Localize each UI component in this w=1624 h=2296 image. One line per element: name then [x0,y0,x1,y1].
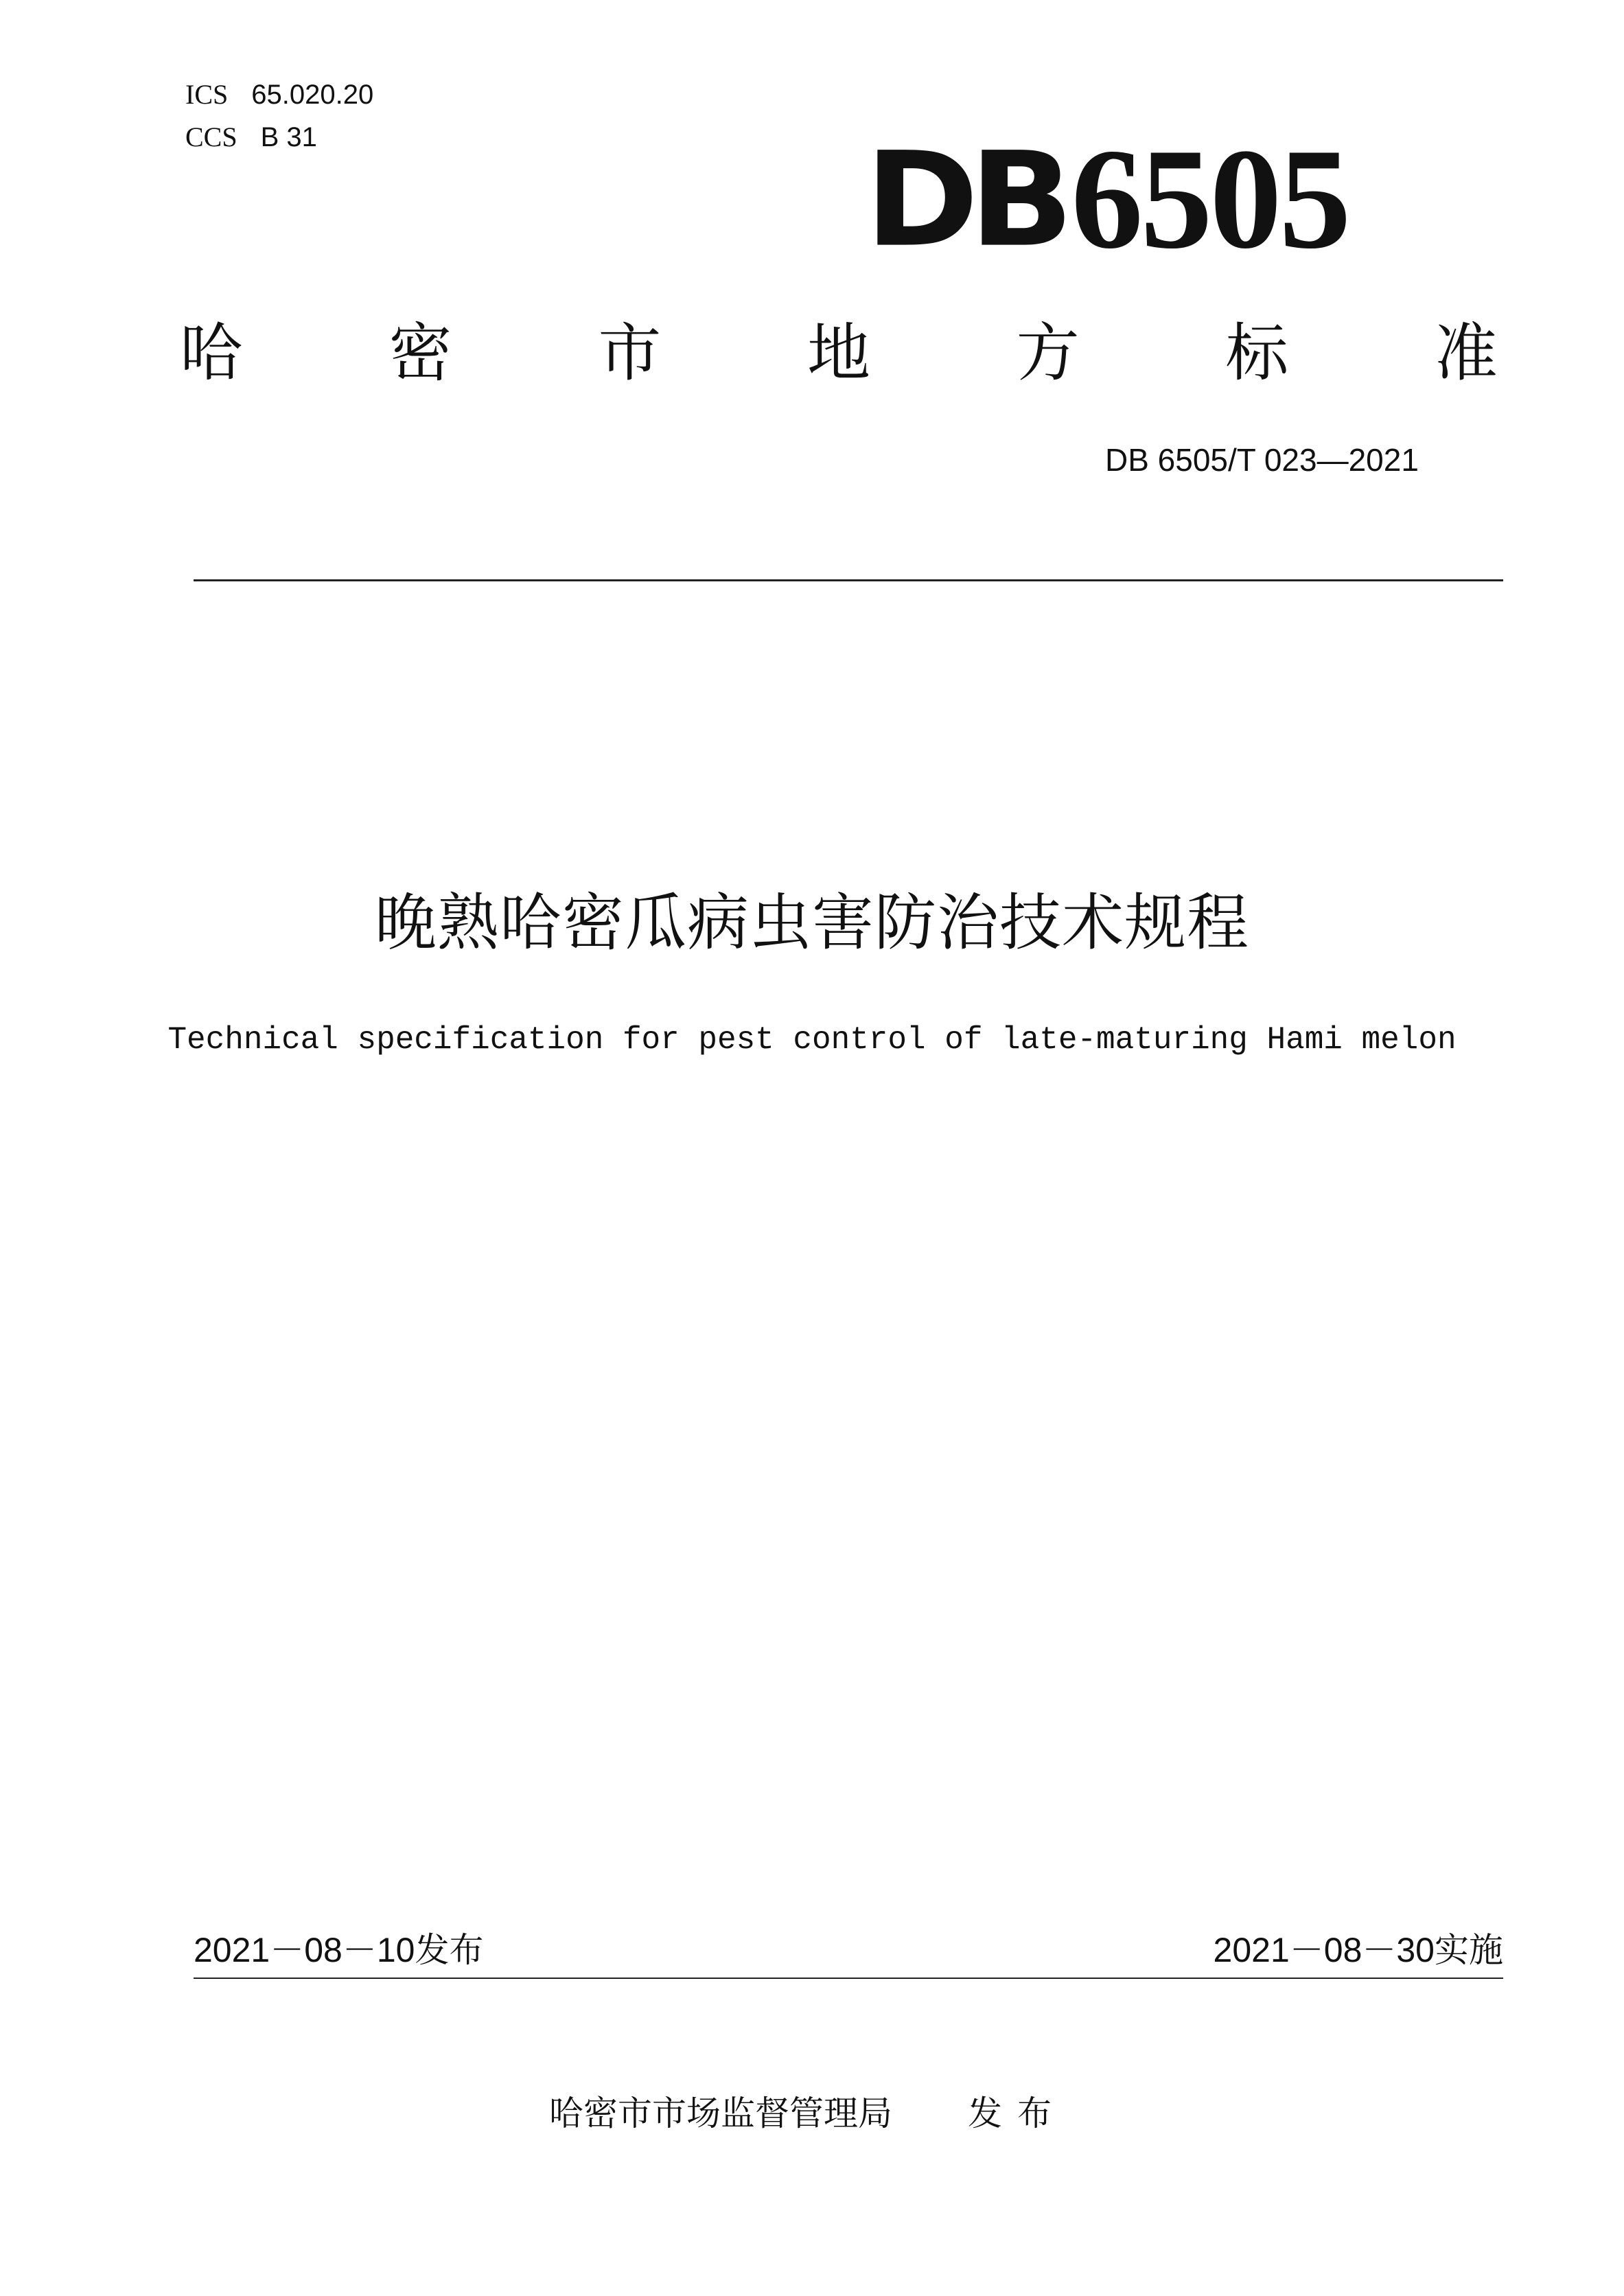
ics-classification [185,78,373,111]
ccs-code: B 31 [260,122,317,152]
standard-type-char: 市 [598,316,662,390]
db-standard-code [865,119,1349,279]
document-title-zh: 晚熟哈密瓜病虫害防治技术规程 [375,887,1249,959]
issue-label: 发布 [415,1930,484,1970]
db-code-prefix: DB [865,124,1065,277]
ccs-label: CCS [185,121,237,152]
document-title-en: Technical specification for pest control of late-maturing Hami melon [167,1022,1457,1058]
standard-type-heading [180,312,1498,395]
issuer-action: 发布 [968,2094,1067,2133]
standard-type-char: 准 [1434,316,1498,390]
issuer-name: 哈密市市场监督管理局 [549,2094,892,2133]
standard-type-char: 密 [388,316,452,390]
effective-label: 实施 [1435,1930,1503,1970]
standard-number: DB 6505/T 023—2021 [1105,442,1419,478]
issue-date: 2021－08－10 [194,1931,415,1969]
standard-type-char: 哈 [180,316,244,390]
standard-type-char: 标 [1225,316,1289,390]
issue-date-line [194,1927,483,1973]
standard-type-char: 方 [1016,316,1080,390]
header-divider [194,579,1503,581]
standard-type-char: 地 [807,316,870,390]
db-code-number: 6505 [1071,119,1349,279]
effective-date: 2021－08－30 [1213,1931,1435,1969]
effective-date-line [1214,1927,1503,1973]
ics-code: 65.020.20 [251,80,374,110]
footer-divider [194,1978,1503,1979]
ics-label: ICS [185,79,229,110]
ccs-classification [185,121,317,154]
issuer-line [549,2091,1067,2136]
